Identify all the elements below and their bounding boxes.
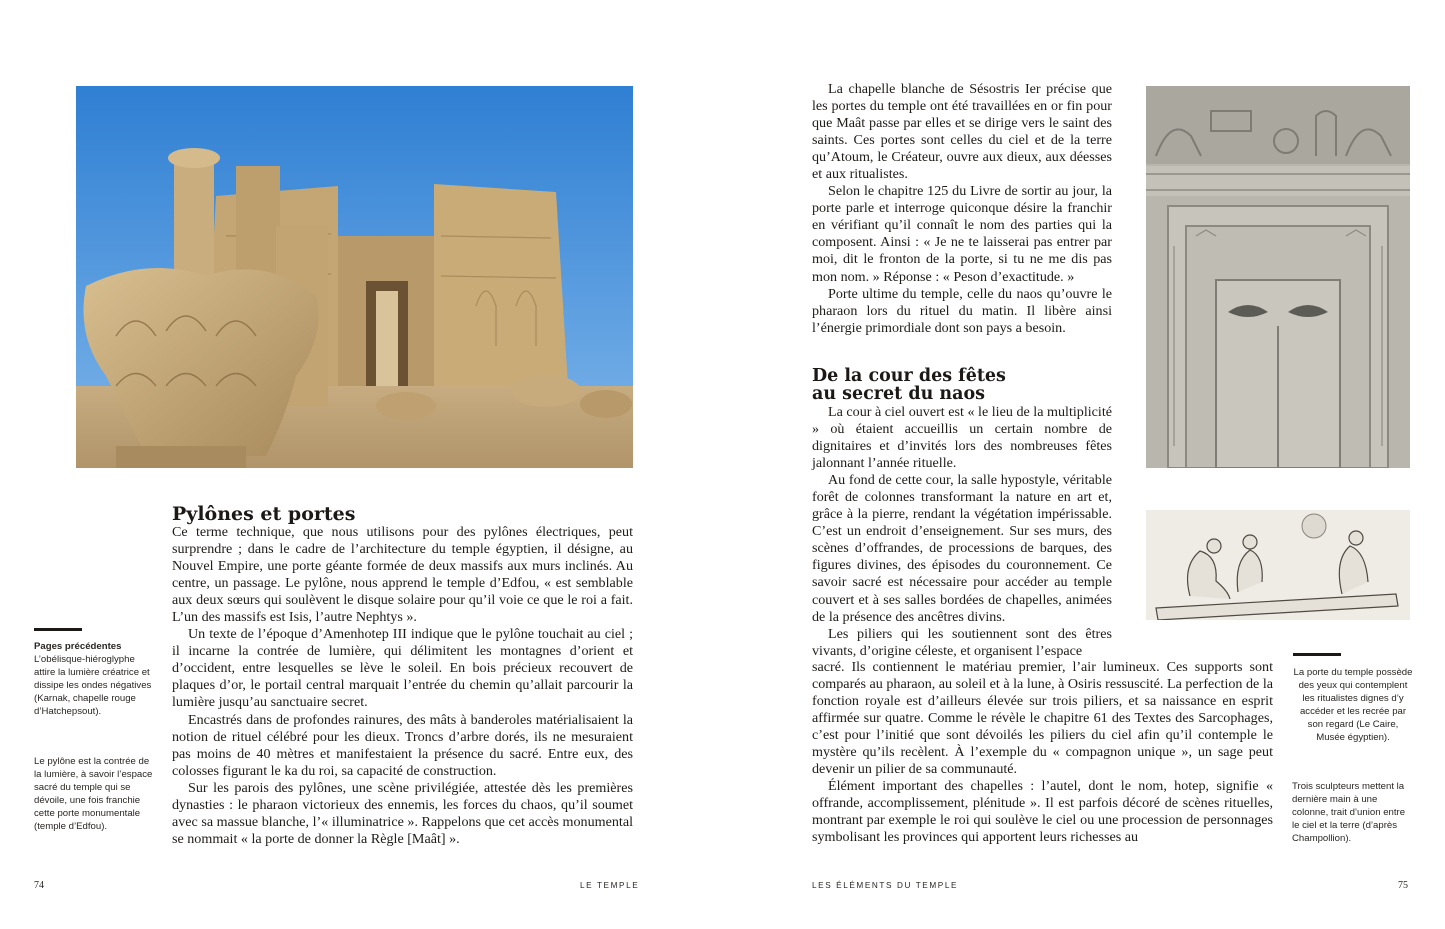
paragraph: Selon le chapitre 125 du Livre de sortir au jour, la porte parle et interroge quiconque désire la franchir en vérifiant qu’il connaît le nom des parties qui la composent. Ainsi : « Je ne te laisserai pas entrer par moi, dit le fronton de la porte, si tu ne me dis pas mon nom. » Réponse : « Peson d’exactitude. » [812,183,1112,285]
paragraph: sacré. Ils contiennent le matériau premier, l’air lumineux. Ces supports sont comparés au pharaon, au soleil et à la lune, à Osiris ressuscité. La perfection de la fonction royale est d’ailleurs élevée sur trois piliers, et sa naissance en esprit affirmée sur quatre. Comme le révèle le chapitre 61 des Textes des Sarcophages, c’est pour l’initié que sont dévoilés les piliers du ciel afin qu’il contemple le mystère qu’ils recèlent. À l’exemple du « compagnon unique », un sage peut devenir un pilier de sa communauté. [812,659,1273,778]
page-number-right: 75 [1398,880,1408,891]
paragraph: La chapelle blanche de Sésostris Ier précise que les portes du temple ont été travaillées en or fin pour que Maât passe par elles et se dirige vers le saint des saints. Ces portes sont celles du ciel et de la terre qu’Atoum, le Créateur, ouvre aux dieux, aux déesses et aux ritualistes. [812,81,1112,183]
paragraph: Au fond de cette cour, la salle hypostyle, véritable forêt de colonnes transformant la nature en art et, grâce à la pierre, rendant la végétation impérissable. C’est un endroit d’enseignement. Sur ses murs, des scènes d’offrandes, de processions de barques, des figures divines, des épisodes du couronnement. Ce savoir sacré est nécessaire pour accéder au temple couvert et à ses salles bordées de chapelles, animées de la présence des ancêtres divins. [812,472,1112,625]
caption-previous-pages [34,641,154,718]
sculptors-drawing [1146,510,1410,620]
running-head-right: LES ÉLÉMENTS DU TEMPLE [812,881,959,890]
caption-text: Trois sculpteurs mettent la dernière main à une colonne, trait d’union entre le ciel et la terre (d’après Champollion). [1292,781,1406,844]
paragraph: Porte ultime du temple, celle du naos qu’ouvre le pharaon lors du rituel du matin. Il libère ainsi l’énergie primordiale dont son pays a besoin. [812,285,1112,336]
caption-text: Le pylône est la contrée de la lumière, à savoir l’espace sacré du temple qui se dévoile, une fois franchie cette porte monumentale (temple d’Edfou). [34,756,153,832]
section-title-pylones: Pylônes et portes [172,503,356,525]
caption-text: L’obélisque-hiéroglyphe attire la lumière créatrice et dissipe les ondes négatives (Karnak, chapelle rouge d’Hatchepsout). [34,653,152,717]
naos-door-relief-photo [1146,86,1410,468]
caption-rule [34,628,82,631]
paragraph: Sur les parois des pylônes, une scène privilégiée, attestée dès les premières dynasties : le pharaon victorieux des ennemis, les forces du chaos, qu’il soumet avec sa massue blanche, l’« illuminatrice ». Rappelons que cet accès monumental se nommait « la porte de donner la Règle [Maât] ». [172,779,633,847]
left-body-text [172,524,633,848]
caption-sculptors [1292,781,1410,846]
caption-naos-door [1292,667,1414,744]
caption-text: La porte du temple possède des yeux qui contemplent les ritualistes dignes d’y accéder et les recrée par son regard (Le Caire, Musée égyptien). [1293,667,1413,743]
paragraph: Un texte de l’époque d’Amenhotep III indique que le pylône touchait au ciel ; il incarne la contrée de lumière, qui délimitent les montagnes d’orient et d’occident, entre lesquelles se lève le soleil. En bois précieux recouvert de plaques d’or, le portail central marquait l’entrée du chemin qu’allait parcourir la lumière jusqu’au sanctuaire secret. [172,626,633,711]
right-wide-text [812,659,1273,847]
caption-pylon [34,756,154,833]
page-number-left: 74 [34,880,44,891]
section-title-line: au secret du naos [812,383,985,404]
caption-rule [1293,653,1341,656]
section-title-cour [812,368,1006,403]
paragraph: Ce terme technique, que nous utilisons pour des pylônes électriques, peut surprendre ; dans le cadre de l’architecture du temple égyptien, il désigne, au Nouvel Empire, une porte géante formée de deux massifs aux murs inclinés. Au centre, un passage. Le pylône, nous apprend le temple d’Edfou, « est semblable aux deux sœurs qui soulèvent le disque solaire pour qu’il voie ce que le roi a fait. L’un des massifs est Isis, l’autre Nephtys ». [172,524,633,626]
section-title-line: De la cour des fêtes [812,366,1006,386]
paragraph: Les piliers qui les soutiennent sont des êtres vivants, d’origine céleste, et organisent l’espace [812,625,1112,659]
paragraph: La cour à ciel ouvert est « le lieu de la multiplicité » où étaient accueillis un certain nombre de dignitaires et d’invités lors des nombreuses fêtes jalonnant l’année rituelle. [812,404,1112,472]
paragraph: Encastrés dans de profondes rainures, des mâts à banderoles matérialisaient la notion de rituel célébré pour les dieux. Troncs d’arbre dorés, ils ne mesuraient pas moins de 40 mètres et manifestaient la présence du sacré. Entre eux, des colosses figurant le ka du roi, sa capacité de construction. [172,711,633,779]
right-narrow-text [812,404,1112,660]
paragraph: Élément important des chapelles : l’autel, dont le nom, hotep, signifie « offrande, accomplissement, plénitude ». Il est parfois décoré de scènes rituelles, montrant par exemple le roi qui soulève le ciel ou une procession de personnages symbolisant les provinces qui apportent leurs richesses au [812,778,1273,846]
running-head-left: LE TEMPLE [580,881,640,890]
right-intro-text [812,81,1112,337]
edfou-temple-photo [76,86,633,468]
caption-title: Pages précédentes [34,641,122,652]
